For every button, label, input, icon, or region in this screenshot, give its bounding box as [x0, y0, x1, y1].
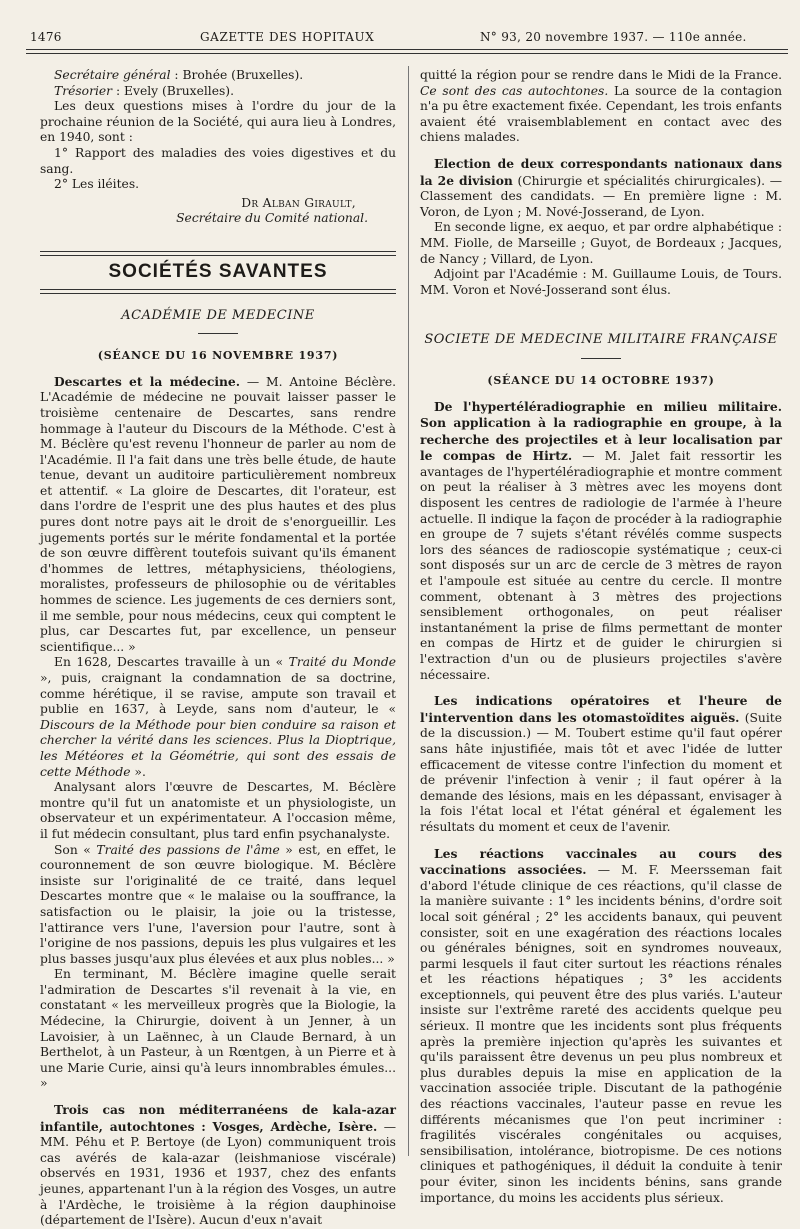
officer-line: Trésorier : Evely (Bruxelles). [54, 83, 235, 98]
article-title: Trois cas non méditerranéens de kala-azar infantile, autochtones : Vosges, Ardèche, Isère. [40, 1102, 396, 1134]
left-column [40, 68, 396, 1229]
article-title: Descartes et la médecine. [54, 373, 241, 389]
header-rule [26, 49, 788, 50]
signature-role: Secrétaire du Comité national. [176, 211, 368, 226]
article-paragraph: En terminant, M. Béclère imagine quelle serait l'admiration de Descartes s'il revenait à la vie, en constatant « les merveilleux progrès que la Biologie, la Médecine, la Chirurgie, doivent à un Jenner, à un Lavoisier, à un Laënnec, à un Claude Bernard, à un Berthelot, à un Pasteur, à un Rœntgen, à un Pierre et à une Marie Curie, ainsi qu'à leurs innombrables émules... » [40, 967, 396, 1091]
article-paragraph: Descartes et la médecine. — M. Antoine Béclère. L'Académie de médecine ne pouvait laisser passer le troisième centenaire de Descartes, sans rendre hommage à l'auteur du Discours de la Méthode. C'est à M. Béclère qu'est revenu l'honneur de parler au nom de l'Académie. Il l'a fait dans une très belle étude, de haute tenue, devant un auditoire particulièrement nombreux et attentif. « La gloire de Descartes, dit l'orateur, est dans l'ordre de l'esprit une des plus hautes et des plus pures dont notre pays ait le droit de s'enorgueillir. Les jugements portés sur le mérite fondamental et la portée de son œuvre diffèrent toutefois suivant qu'ils émanent d'hommes de lettres, métaphysiciens, théologiens, moralistes, professeurs de philosophie ou de véritables hommes de science. Les jugements de ces derniers sont, il me semble, pour nous médecins, ceux qui comptent le plus, car Descartes fut, par excellence, un penseur scientifique... » [40, 373, 396, 654]
section-title: SOCIÉTÉS SAVANTES [108, 260, 328, 282]
society-title: ACADÉMIE DE MEDECINE [121, 307, 315, 323]
paragraph: 2° Les iléites. [54, 177, 140, 192]
issue-info: N° 93, 20 novembre 1937. — 110e année. [480, 30, 747, 44]
paragraph: 1° Rapport des maladies des voies digestives et du sang. [40, 145, 396, 176]
article-paragraph: En seconde ligne, ex aequo, et par ordre alphabétique : MM. Fiolle, de Marseille ; Guyot, de Bordeaux ; Jacques, de Nancy ; Villard, de Lyon. [420, 220, 782, 266]
article-title: De l'hypertéléradiographie en milieu militaire. Son application à la radiographie en groupe, à la recherche des projectiles et à leur localisation par le compas de Hirtz. [420, 398, 782, 464]
right-column [420, 68, 782, 1206]
signature [40, 196, 396, 227]
article-paragraph: Analysant alors l'œuvre de Descartes, M. Béclère montre qu'il fut un anatomiste et un physiologiste, un observateur et un expérimentateur. A l'occasion même, il fut médecin consultant, plus tard enfin psychanalyste. [40, 780, 396, 841]
society-title: SOCIETE DE MEDECINE MILITAIRE FRANÇAISE [424, 332, 778, 348]
article-paragraph: Election de deux correspondants nationaux dans la 2e division (Chirurgie et spécialités chirurgicales). — Classement des candidats. — En première ligne : M. Voron, de Lyon ; M. Nové-Josserand, de Lyon. [420, 155, 782, 219]
officer-line: Secrétaire général : Brohée (Bruxelles). [54, 68, 304, 82]
article-paragraph: Les réactions vaccinales au cours des vaccinations associées. — M. F. Meersseman fait d'abord l'étude clinique de ces réactions, qu'il classe de la manière suivante : 1° les incidents bénins, d'ordre soit local soit général ; 2° les accidents banaux, qui peuvent consister, soit en une exagération des réactions locales ou générales bénignes, soit en syndromes nouveaux, parmi lesquels il faut citer surtout les réactions rénales et les réactions hépatiques ; 3° les accidents exceptionnels, qui peuvent être des plus variés. L'auteur insiste sur l'extrême rareté des accidents quelque peu sérieux. Il montre que les incidents sont plus fréquents après la première injection qu'après les suivantes et qu'ils paraissent être devenus un peu plus nombreux et plus durables depuis la mise en application de la vaccination associée triple. Discutant de la pathogénie des réactions vaccinales, l'auteur passe en revue les différents mécanismes que l'on peut incriminer : fragilités viscérales congénitales ou acquises, sensibilisation, intolérance, biotropisme. De ces notions cliniques et pathogéniques, il déduit la conduite à tenir pour éviter, sinon les incidents bénins, sans grande importance, du moins les accidents plus sérieux. [420, 845, 782, 1205]
article-title: Les indications opératoires et l'heure de l'intervention dans les otomastoïdites aiguës. [420, 693, 782, 725]
section-header [40, 251, 396, 294]
article-paragraph: Adjoint par l'Académie : M. Guillaume Louis, de Tours. MM. Voron et Nové-Josserand sont élus. [420, 267, 782, 297]
page-number: 1476 [30, 30, 62, 44]
article-title: Les réactions vaccinales au cours des vaccinations associées. [420, 845, 782, 878]
signature-name: Dr Alban Girault, [241, 195, 356, 210]
article-paragraph: quitté la région pour se rendre dans le Midi de la France. Ce sont des cas autochtones. La source de la contagion n'a pu être exactement fixée. Cependant, les trois enfants avaient été vraisemblablement en contact avec des chiens malades. [420, 68, 782, 145]
article-paragraph: En 1628, Descartes travaille à un « Traité du Monde », puis, craignant la condamnation de sa doctrine, comme hérétique, il se ravise, ampute son travail et publie en 1637, à Leyde, sans nom d'auteur, le « Discours de la Méthode pour bien conduire sa raison et chercher la vérité dans les sciences. Plus la Dioptrique, les Météores et la Géométrie, qui sont des essais de cette Méthode ». [40, 655, 396, 779]
header-rule [26, 53, 788, 54]
seance-date: (SÉANCE DU 16 NOVEMBRE 1937) [97, 349, 339, 363]
article-paragraph: Les indications opératoires et l'heure de l'intervention dans les otomastoïdites aiguës. (Suite de la discussion.) — M. Toubert estime qu'il faut opérer sans hâte injustifiée, mais tôt et avec l'idée de lutter efficacement de vitesse contre l'infection du moment et de prévenir l'infection à venir ; il faut opérer à la demande des lésions, mais en les dépassant, envisager à la fois l'état local et l'état général et également les résultats du moment et ceux de l'avenir. [420, 693, 782, 834]
paragraph: Les deux questions mises à l'ordre du jour de la prochaine réunion de la Société, qui aura lieu à Londres, en 1940, sont : [40, 99, 396, 145]
article-title: Election de deux correspondants nationaux dans la 2e division [420, 155, 782, 188]
seance-date: (SÉANCE DU 14 OCTOBRE 1937) [487, 373, 715, 387]
article-paragraph: De l'hypertéléradiographie en milieu militaire. Son application à la radiographie en groupe, à la recherche des projectiles et à leur localisation par le compas de Hirtz. — M. Jalet fait ressortir les avantages de l'hypertéléradiographie et montre comment on peut la réaliser à 3 mètres avec les moyens dont disposent les centres de radiologie de l'armée à l'heure actuelle. Il indique la façon de procéder à la radiographie en groupe de 7 sujets s'étant révélés comme suspects lors des séances de radioscopie systématique ; ceux-ci sont disposés sur un arc de cercle de 3 mètres de rayon et l'ampoule est située au centre du cercle. Il montre comment, obtenant à 3 mètres des projections sensiblement orthogonales, on peut réaliser instantanément la prise de films permettant de monter en compas de Hirtz et de guider le chirurgien si l'extraction d'un ou de plusieurs projectiles s'avère nécessaire. [420, 398, 782, 682]
page-header [0, 0, 800, 62]
article-paragraph: Trois cas non méditerranéens de kala-azar infantile, autochtones : Vosges, Ardèche, Isère. — MM. Péhu et P. Bertoye (de Lyon) communiquent trois cas avérés de kala-azar (leishmaniose viscérale) observés en 1931, 1936 et 1937, chez des enfants jeunes, appartenant l'un à la région des Vosges, un autre à l'Ardèche, le troisième à la région dauphinoise (département de l'Isère). Aucun d'eux n'avait [40, 1102, 396, 1228]
divider [581, 358, 621, 359]
divider [198, 333, 238, 334]
article-paragraph: Son « Traité des passions de l'âme » est, en effet, le couronnement de son œuvre biologique. M. Béclère insiste sur l'originalité de ce traité, dans lequel Descartes montre que « le malaise ou la souffrance, la satisfaction ou le plaisir, la joie ou la tristesse, l'attirance vers l'une, l'aversion pour l'autre, sont à l'origine de nos passions, depuis les plus vulgaires et les plus basses jusqu'aux plus élevées et aux plus nobles... » [40, 842, 396, 966]
column-divider [408, 66, 409, 1156]
journal-title: GAZETTE DES HOPITAUX [200, 30, 375, 44]
